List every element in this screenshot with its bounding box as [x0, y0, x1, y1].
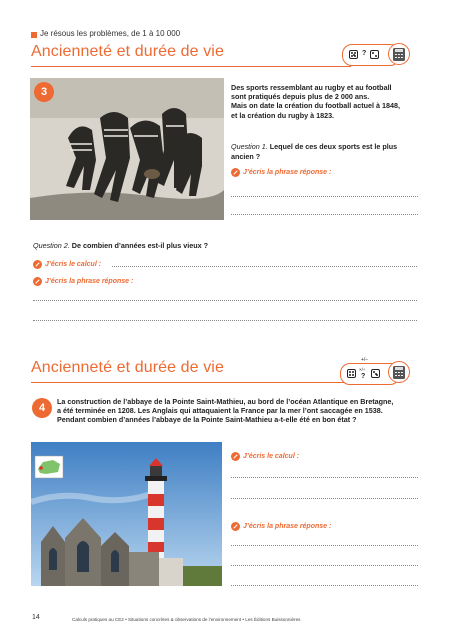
dice-icon [371, 369, 380, 378]
calculator-icon [388, 361, 410, 383]
operator-label: +/− [361, 357, 369, 363]
calculator-icon [388, 43, 410, 65]
operator-label: ×/÷ [359, 367, 366, 372]
statement-line: sont pratiqués depuis plus de 2 000 ans. [231, 92, 370, 102]
problem-number-badge: 4 [32, 398, 52, 418]
question-mark: ? [361, 373, 366, 380]
question1-text2: ancien ? [231, 151, 261, 161]
pencil-icon [33, 260, 42, 269]
page-number: 14 [32, 614, 40, 621]
dice-icon [347, 369, 356, 378]
problem4-statement [57, 397, 437, 425]
answer-line[interactable] [231, 565, 418, 566]
section2-title: Ancienneté et durée de vie [31, 359, 224, 376]
pencil-icon [231, 522, 240, 531]
lighthouse-photo [31, 442, 222, 586]
header-title: Je résous les problèmes, de 1 à 10 000 [40, 29, 181, 38]
write-calc-label: J’écris le calcul : [33, 260, 101, 269]
answer-line[interactable] [231, 214, 418, 215]
calc-answer-line[interactable] [112, 266, 417, 267]
answer-line[interactable] [33, 320, 417, 321]
statement-line: a été terminée en 1208. Les Anglais qui attaquaient la France par la mer l’ont saccagée en 1538. [57, 406, 383, 416]
statement-line: La construction de l’abbaye de la Pointe Saint-Mathieu, au bord de l’océan Atlantique en Bretagne, [57, 397, 394, 406]
write-sentence-label: J’écris la phrase réponse : [231, 168, 331, 177]
question1-text: Lequel de ces deux sports est le plus [267, 142, 398, 151]
problem3-statement [231, 83, 431, 120]
calc-answer-line[interactable] [231, 477, 418, 478]
header-bullet [31, 32, 37, 38]
pencil-icon [33, 277, 42, 286]
write-sentence-label: J’écris la phrase réponse : [231, 522, 331, 531]
question1 [231, 142, 431, 161]
question2-prefix: Question 2. [33, 241, 70, 250]
answer-line[interactable] [231, 585, 418, 586]
statement-line: Pendant combien d’années l’abbaye de la Pointe Saint-Mathieu a-t-elle été en bon état ? [57, 415, 357, 425]
answer-line[interactable] [231, 545, 418, 546]
dice-icon [370, 50, 379, 59]
pencil-icon [231, 168, 240, 177]
pencil-icon [231, 452, 240, 461]
answer-line[interactable] [231, 196, 418, 197]
section2-rule [31, 382, 351, 383]
dice-icon [349, 50, 358, 59]
question2 [33, 241, 208, 251]
answer-line[interactable] [33, 300, 417, 301]
statement-line: Des sports ressemblant au rugby et au football [231, 83, 392, 92]
footer-credits: Calculs pratiques au CE2 • Situations concrètes & observations de l’environnement • Les Éditions Buissonnières [72, 617, 301, 622]
statement-line: Mais on date la création du football actuel à 1848, [231, 101, 400, 111]
problem-number-badge: 3 [34, 82, 54, 102]
calc-answer-line[interactable] [231, 498, 418, 499]
rugby-engraving-image [30, 78, 224, 220]
section1-rule [31, 66, 351, 67]
section1-title: Ancienneté et durée de vie [31, 43, 224, 60]
write-calc-label: J’écris le calcul : [231, 452, 299, 461]
question2-text: De combien d’années est-il plus vieux ? [69, 241, 208, 250]
statement-line: et la création du rugby à 1823. [231, 110, 335, 120]
write-sentence-label: J’écris la phrase réponse : [33, 277, 133, 286]
question1-prefix: Question 1. [231, 142, 268, 151]
question-mark: ? [362, 50, 367, 57]
